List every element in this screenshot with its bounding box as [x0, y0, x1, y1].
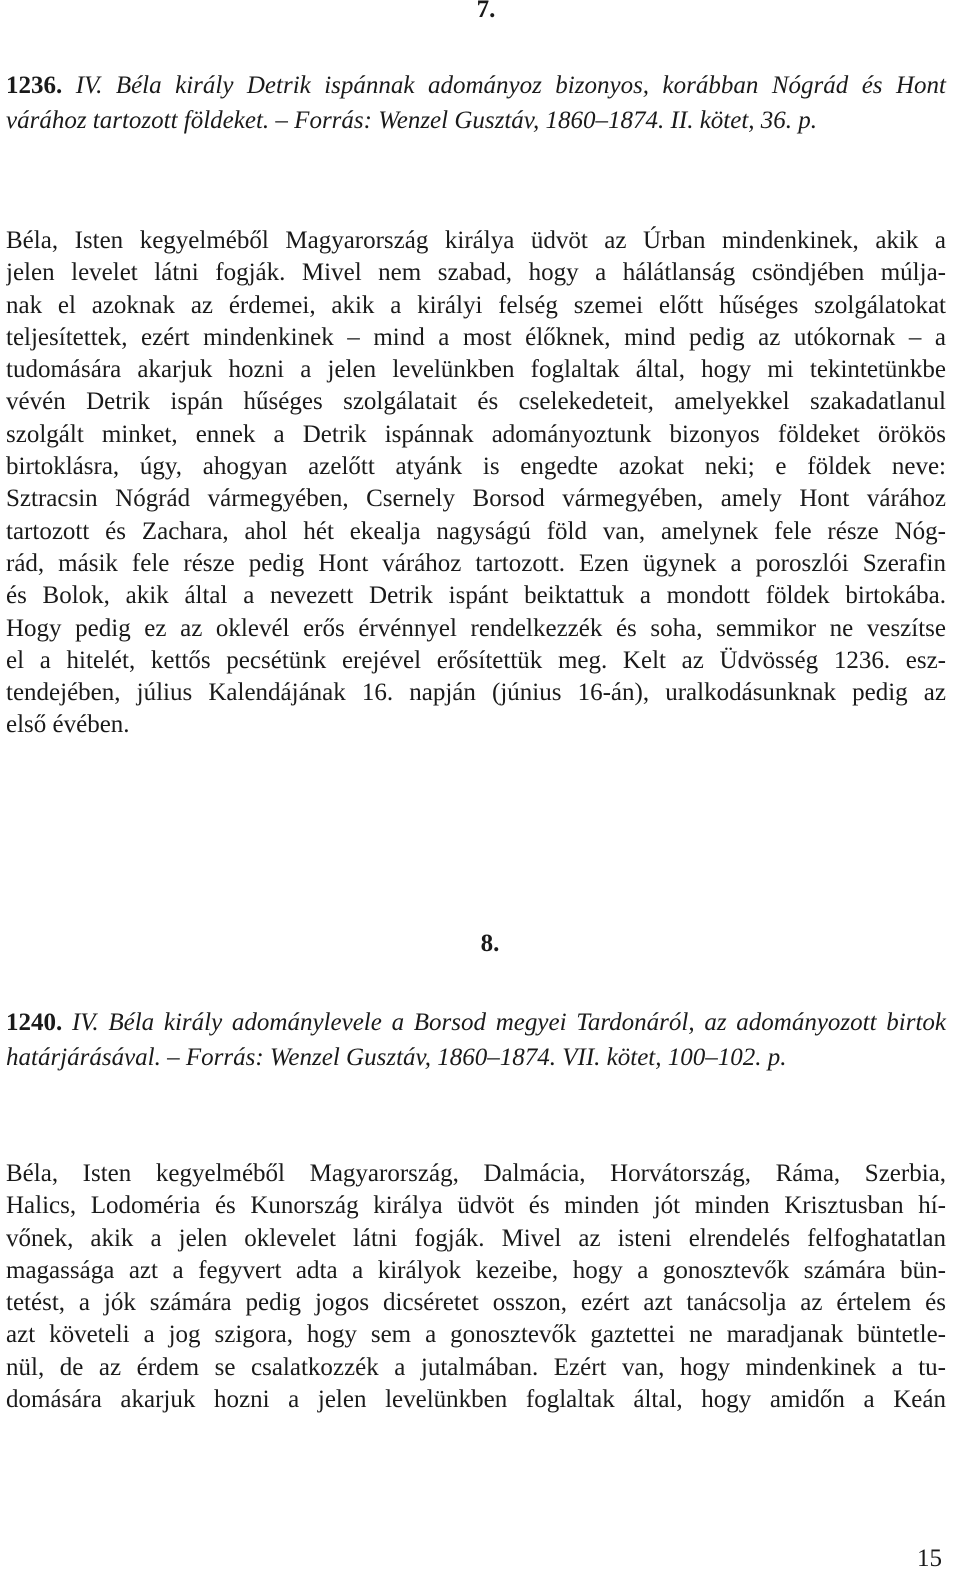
body-line: vévén Detrik ispán hűséges szolgálatait és cselekedeteit, amelyekkel szakadatlanul [6, 388, 946, 416]
body-line: birtoklásra, úgy, ahogyan azelőtt atyánk is engedte azokat neki; e földek neve: [6, 453, 946, 481]
body-line: magassága azt a fegyvert adta a királyok kezeibe, hogy a gonosztevők számára bün- [6, 1256, 946, 1284]
heading-year: 1236. [6, 72, 63, 99]
body-line: tudomására akarjuk hozni a jelen levelünkben foglaltak által, hogy mi tekintetünkbe [6, 356, 946, 384]
section-heading [6, 1006, 946, 1075]
body-line: teljesítettek, ezért mindenkinek – mind a most élőknek, mind pedig az utókornak – a [6, 323, 946, 351]
body-line: azt követeli a jog szigora, hogy sem a gonosztevők gaztettei ne maradjanak büntetle- [6, 1321, 946, 1349]
body-line: és Bolok, akik által a nevezett Detrik ispánt beiktattuk a mondott földek birtokába. [6, 582, 946, 610]
heading-year: 1240. [6, 1009, 63, 1036]
page-number: 15 [917, 1545, 942, 1572]
body-line: jelen levelet látni fogják. Mivel nem szabad, hogy a hálátlanság csöndjében múlja- [6, 259, 946, 287]
body-line: vőnek, akik a jelen oklevelet látni fogják. Mivel az isteni elrendelés felfoghatatlan [6, 1224, 946, 1252]
body-line: nül, de az érdem se csalatkozzék a jutalmában. Ezért van, hogy mindenkinek a tu- [6, 1353, 946, 1381]
body-line: Hogy pedig ez az oklevél erős érvénnyel rendelkezzék és soha, semmikor ne veszítse [6, 614, 946, 642]
section-number: 7. [476, 0, 496, 23]
body-line: tendejében, július Kalendájának 16. napján (június 16-án), uralkodásunknak pedig az [6, 679, 946, 707]
body-line: nak el azoknak az érdemei, akik a királyi felség szemei előtt hűséges szolgálatokat [6, 291, 946, 319]
body-line: Halics, Lodoméria és Kunország királya üdvöt és minden jót minden Krisztusban hí- [6, 1192, 946, 1220]
heading-description: IV. Béla király Detrik ispánnak adományoz bizonyos, korábban Nógrád és Hont várához tartozott földeket. – Forrás: Wenzel Gusztáv, 1860–1874. II. kötet, 36. p. [6, 72, 946, 134]
section-body [6, 1158, 946, 1416]
body-line: el a hitelét, kettős pecsétünk erejével erősítettük meg. Kelt az Üdvösség 1236. esz- [6, 646, 946, 674]
body-line: Béla, Isten kegyelméből Magyarország királya üdvöt az Úrban mindenkinek, akik a [6, 227, 946, 254]
body-line: szolgált minket, ennek a Detrik ispánnak adományoztunk bizonyos földeket örökös [6, 420, 946, 448]
body-line: rád, másik fele része pedig Hont várához tartozott. Ezen ügynek a poroszlói Szerafin [6, 549, 946, 577]
section-body [6, 225, 946, 742]
section-number: 8. [480, 930, 500, 957]
body-line: tartozott és Zachara, ahol hét ekealja nagyságú föld van, amelynek fele része Nóg- [6, 517, 946, 545]
body-line: domására akarjuk hozni a jelen levelünkben foglaltak által, hogy amidőn a Keán [6, 1386, 946, 1414]
heading-description: IV. Béla király adománylevele a Borsod megyei Tardonáról, az adományozott birtok határjárásával. – Forrás: Wenzel Gusztáv, 1860–1874. VII. kötet, 100–102. p. [6, 1009, 946, 1071]
body-line: első évében. [6, 711, 130, 739]
body-line: Béla, Isten kegyelméből Magyarország, Dalmácia, Horvátország, Ráma, Szerbia, [6, 1160, 946, 1187]
body-line: Sztracsin Nógrád vármegyében, Csernely Borsod vármegyében, amely Hont várához [6, 485, 946, 513]
body-line: tetést, a jók számára pedig jogos dicséretet osszon, ezért azt tanácsolja az értelem és [6, 1289, 946, 1317]
section-heading [6, 69, 946, 138]
